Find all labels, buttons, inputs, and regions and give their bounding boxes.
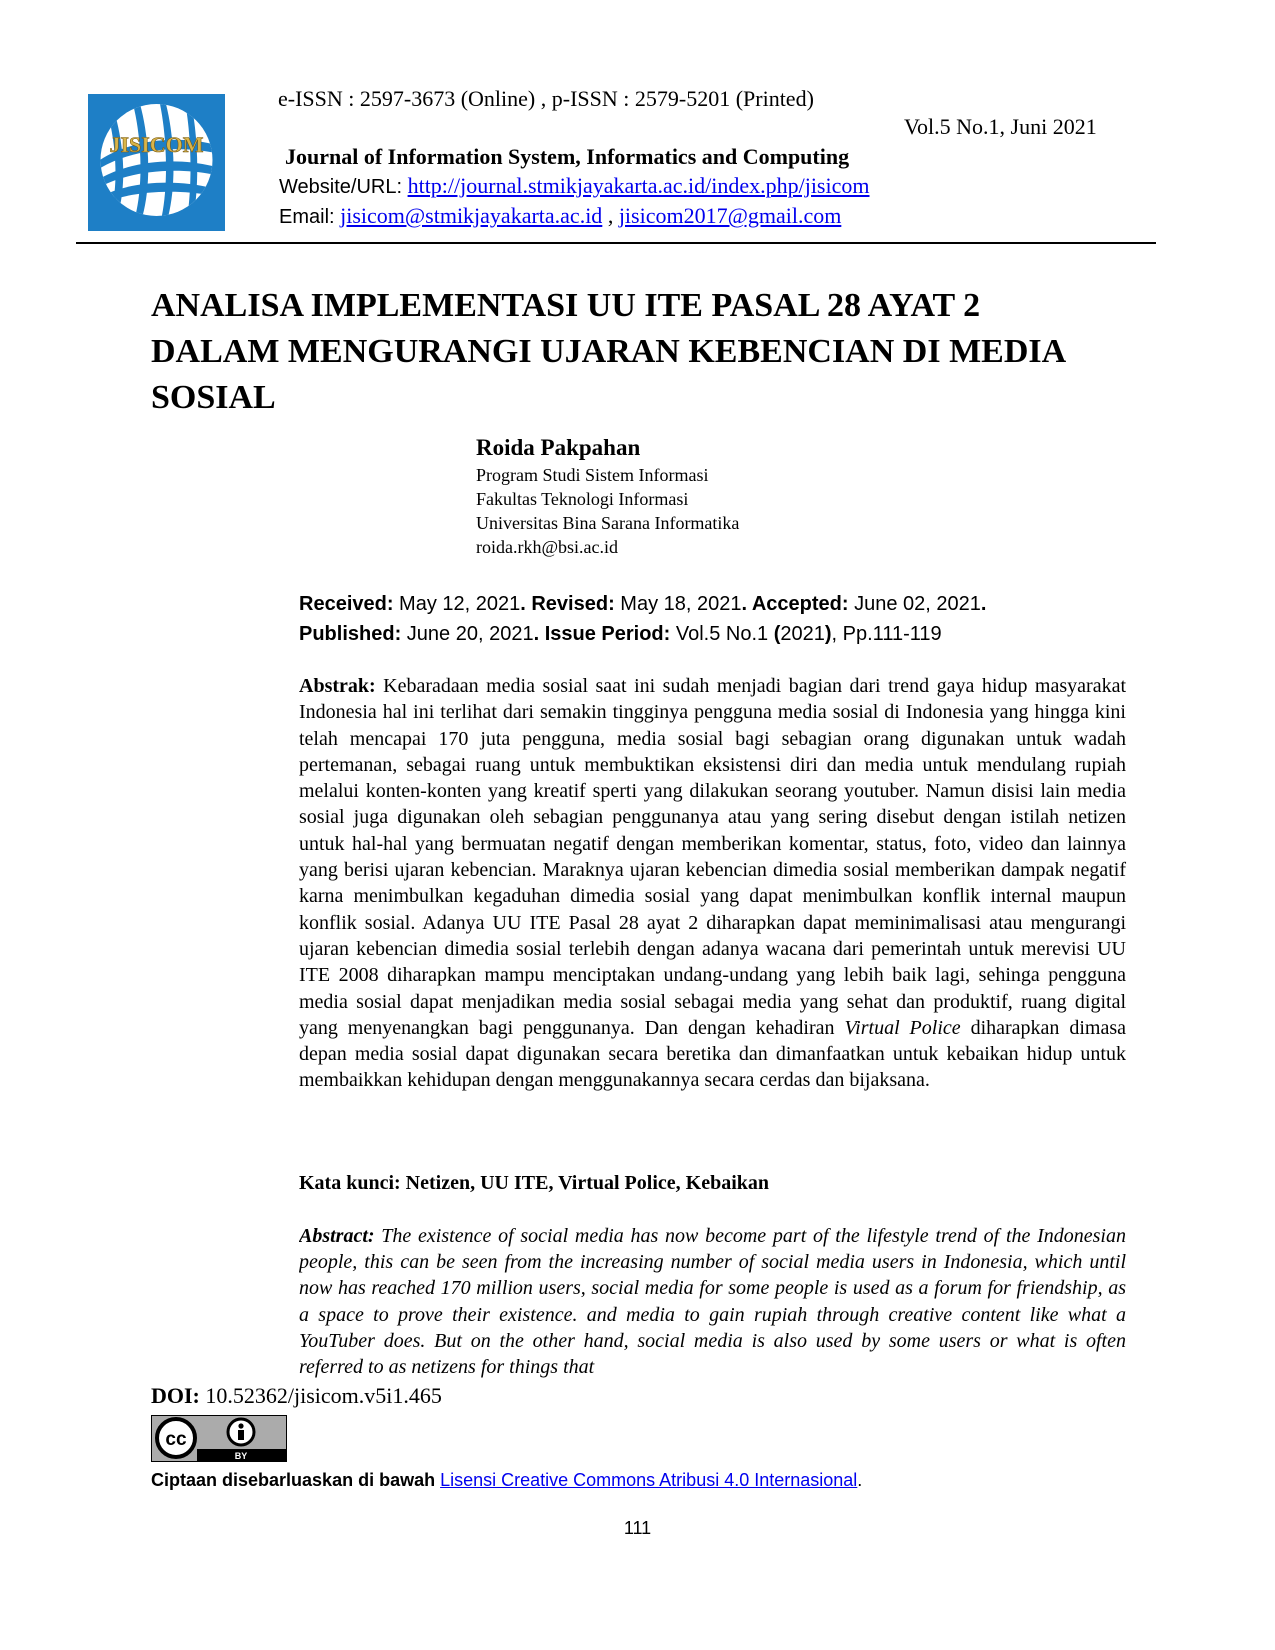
abstrak-label: Abstrak: bbox=[299, 675, 376, 697]
published-date: June 20, 2021 bbox=[401, 623, 534, 645]
cc-by-license-icon[interactable] bbox=[151, 1415, 287, 1462]
paper-title bbox=[151, 283, 1151, 421]
issue-year: 2021 bbox=[780, 623, 825, 645]
keywords: Kata kunci: Netizen, UU ITE, Virtual Police, Kebaikan bbox=[299, 1172, 769, 1194]
abstract-indonesian bbox=[299, 673, 1126, 1094]
received-date: May 12, 2021 bbox=[393, 593, 521, 615]
title-line: ANALISA IMPLEMENTASI UU ITE PASAL 28 AYAT 2 bbox=[151, 287, 981, 324]
accepted-label: . Accepted: bbox=[741, 593, 849, 615]
received-label: Received: bbox=[299, 593, 394, 615]
issue-label: . Issue Period: bbox=[533, 623, 671, 645]
author-block bbox=[476, 433, 1076, 559]
author-email: roida.rkh@bsi.ac.id bbox=[476, 537, 619, 557]
abstrak-text: Kebaradaan media sosial saat ini sudah menjadi bagian dari trend gaya hidup masyarakat Indonesia hal ini terlihat dari semakin tingginya pengguna media sosial di Indonesia yang hingga kini telah mencapai 170 juta pengguna, media sosial bagi sebagian orang digunakan untuk wadah pertemanan, sebagai ruang untuk membuktikan eksistensi diri dan media untuk mendulang rupiah melalui konten-konten yang kreatif sperti yang dilakukan seorang youtuber. Namun disisi lain media sosial juga digunakan oleh sebagian penggunanya atau yang sering disebut dengan istilah netizen untuk hal-hal yang bermuatan negatif dengan memberikan komentar, status, foto, video dan lainnya yang berisi ujaran kebencian. Maraknya ujaran kebencian dimedia sosial memberikan dampak negatif karna menimbulkan kegaduhan dimedia sosial yang dapat menimbulkan konflik internal maupun konflik sosial. Adanya UU ITE Pasal 28 ayat 2 diharapkan dapat meminimalisasi atau mengurangi ujaran kebencian dimedia sosial terlebih dengan adanya wacana dari pemerintah untuk merevisi UU ITE 2008 diharapkan mampu menciptakan undang-undang yang lebih baik lagi, sehinga pengguna media sosial dapat menjadikan media sosial sebagai media yang sehat dan produktif, ruang digital yang menyenangkan bagi penggunanya. Dan dengan kehadiran bbox=[299, 675, 1126, 1039]
volume-info: Vol.5 No.1, Juni 2021 bbox=[904, 114, 1097, 139]
dates-period: . bbox=[980, 593, 987, 615]
journal-logo bbox=[88, 94, 225, 231]
doi-value: 10.52362/jisicom.v5i1.465 bbox=[199, 1383, 442, 1408]
abstract-english bbox=[299, 1223, 1126, 1379]
issue-pages: , Pp.111-119 bbox=[831, 623, 942, 645]
page-number: 111 bbox=[623, 1518, 652, 1538]
revised-label: . Revised: bbox=[520, 593, 615, 615]
logo-text: JISICOM bbox=[109, 132, 204, 157]
license-suffix: . bbox=[857, 1470, 863, 1490]
dates-row-1 bbox=[299, 589, 1199, 619]
email-link-1[interactable]: jisicom@stmikjayakarta.ac.id bbox=[340, 203, 603, 228]
issn-line: e-ISSN : 2597-3673 (Online) , p-ISSN : 2579-5201 (Printed) bbox=[278, 86, 814, 111]
website-link[interactable]: http://journal.stmikjayakarta.ac.id/index.php/jisicom bbox=[407, 173, 870, 198]
header-divider bbox=[76, 242, 1156, 244]
issue-paren-close: ) bbox=[824, 623, 832, 645]
email-link-2[interactable]: jisicom2017@gmail.com bbox=[618, 203, 842, 228]
issue-volume: Vol.5 No.1 bbox=[670, 623, 774, 645]
abstract-text: The existence of social media has now become part of the lifestyle trend of the Indonesian people, this can be seen from the increasing number of social media users in Indonesia, which until now has reached 170 million users, social media for some people is used as a forum for friendship, as a space to prove their existence. and media to gain rupiah through creative content like what a YouTuber does. But on the other hand, social media is also used by some users or what is often referred to as netizens for things that bbox=[299, 1225, 1126, 1379]
title-line: SOSIAL bbox=[151, 379, 276, 416]
published-label: Published: bbox=[299, 623, 402, 645]
revised-date: May 18, 2021 bbox=[614, 593, 742, 615]
license-line bbox=[151, 1470, 862, 1491]
svg-text:cc: cc bbox=[165, 1429, 187, 1450]
cc-by-text: BY bbox=[234, 1451, 248, 1461]
license-link[interactable]: Lisensi Creative Commons Atribusi 4.0 Internasional bbox=[440, 1470, 858, 1490]
issue-paren-open: ( bbox=[773, 623, 781, 645]
abstract-label: Abstract: bbox=[299, 1225, 375, 1247]
doi-line bbox=[151, 1383, 442, 1409]
publication-dates bbox=[299, 589, 1199, 649]
abstrak-text-end: diharapkan dimasa depan media sosial dapat digunakan secara beretika dan dimanfaatkan untuk kebaikan hidup untuk membaikkan kehidupan dengan menggunakannya secara cerdas dan bijaksana. bbox=[299, 1016, 1126, 1092]
author-affiliation: Program Studi Sistem Informasi bbox=[476, 465, 709, 485]
accepted-date: June 02, 2021 bbox=[848, 593, 981, 615]
author-affiliation: Universitas Bina Sarana Informatika bbox=[476, 513, 740, 533]
email-line bbox=[279, 203, 841, 229]
email-label: Email: bbox=[279, 206, 341, 228]
doi-label: DOI: bbox=[151, 1383, 200, 1408]
abstrak-italic-term: Virtual Police bbox=[844, 1016, 961, 1039]
website-label: Website/URL: bbox=[279, 176, 408, 198]
email-separator: , bbox=[602, 203, 619, 228]
journal-name: Journal of Information System, Informatics and Computing bbox=[285, 144, 850, 169]
license-prefix: Ciptaan disebarluaskan di bawah bbox=[151, 1470, 441, 1490]
website-line bbox=[279, 173, 869, 199]
title-line: DALAM MENGURANGI UJARAN KEBENCIAN DI MEDIA bbox=[151, 333, 1067, 370]
dates-row-2 bbox=[299, 619, 1199, 649]
author-affiliation: Fakultas Teknologi Informasi bbox=[476, 489, 689, 509]
author-name: Roida Pakpahan bbox=[476, 435, 641, 460]
